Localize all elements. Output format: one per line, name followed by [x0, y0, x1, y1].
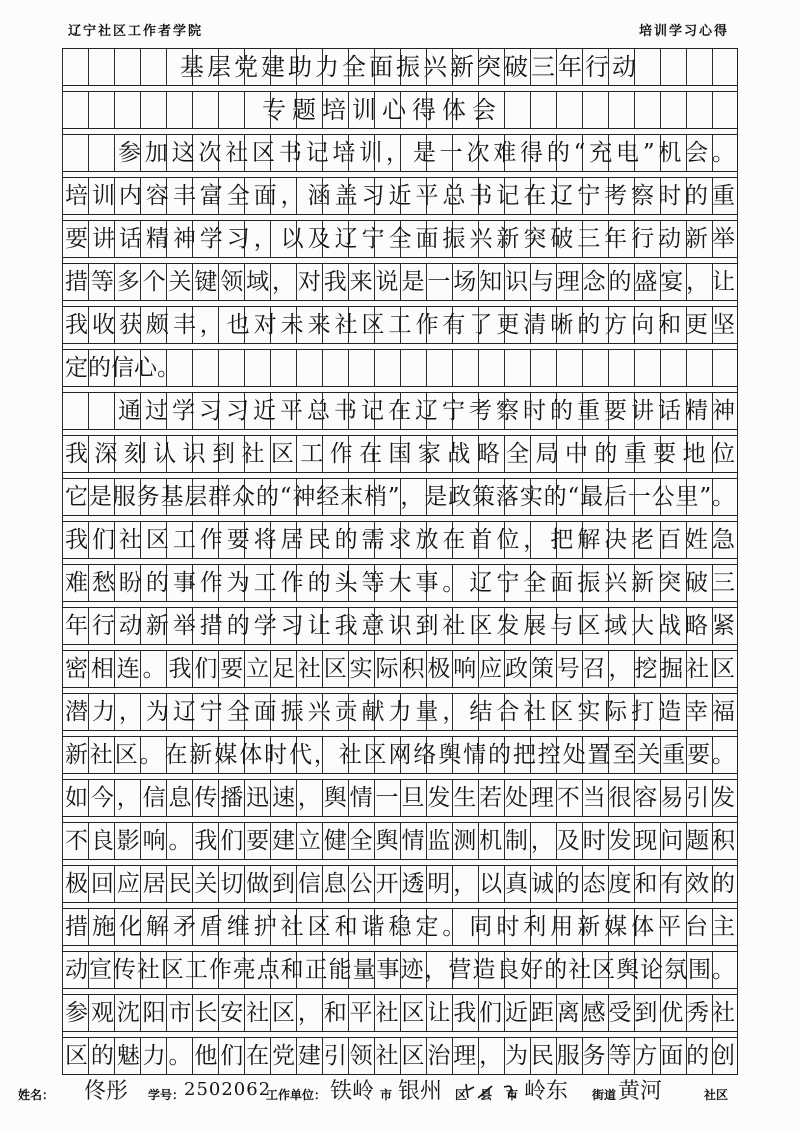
name-value: 佟彤 [84, 1079, 129, 1104]
grid-row [62, 736, 738, 774]
essay-title-line: 基层党建助力全面振兴新突破三年行动 [180, 53, 639, 81]
grid-row [62, 607, 738, 645]
body-line: 极回应居民关切做到信息公开透明，以真诚的态度和有效的 [65, 871, 735, 897]
community-label: 社区 [704, 1088, 729, 1102]
grid-row [62, 865, 738, 903]
grid-row [62, 994, 738, 1032]
grid-row [62, 478, 738, 516]
essay-grid [62, 48, 738, 1075]
body-line: 它是服务基层群众的“神经末梢”，是政策落实的“最后一公里”。 [65, 484, 735, 510]
grid-row [62, 908, 738, 946]
student-id-value: 2502062 [184, 1079, 272, 1100]
body-line: 年行动新举措的学习让我意识到社区发展与区域大战略紧 [65, 613, 735, 639]
county-city-label: 市 [506, 1088, 519, 1102]
grid-row [62, 1037, 738, 1075]
city-label: 市 [380, 1088, 393, 1102]
student-id-label: 学号： [148, 1088, 185, 1102]
strike-mark [462, 1078, 522, 1104]
name-label: 姓名： [18, 1088, 55, 1102]
body-line: 参加这次社区书记培训，是一次难得的“充电”机会。 [118, 140, 735, 166]
grid-row [62, 435, 738, 473]
body-line: 难愁盼的事作为工作的头等大事。辽宁全面振兴新突破三 [65, 570, 735, 596]
grid-row [62, 220, 738, 258]
body-line: 密相连。我们要立足社区实际积极响应政策号召，挖掘社区 [65, 656, 735, 682]
street-value: 岭东 [524, 1079, 569, 1104]
work-unit-label: 工作单位： [266, 1088, 327, 1102]
body-line: 我收获颇丰，也对未来社区工作有了更清晰的方向和更坚 [65, 312, 735, 338]
body-line: 措施化解矛盾维护社区和谐稳定。同时利用新媒体平台主 [65, 914, 735, 940]
body-line: 培训内容丰富全面，涵盖习近平总书记在辽宁考察时的重 [65, 183, 735, 209]
document-type-label: 培训学习心得 [638, 24, 729, 39]
body-line: 不良影响。我们要建立健全舆情监测机制，及时发现问题积 [65, 828, 735, 854]
institution-name: 辽宁社区工作者学院 [68, 24, 204, 39]
body-line: 参观沈阳市长安社区，和平社区让我们近距离感受到优秀社 [65, 1000, 735, 1026]
grid-row [62, 650, 738, 688]
body-line: 通过学习习近平总书记在辽宁考察时的重要讲话精神 [118, 398, 735, 424]
grid-row [62, 48, 738, 86]
district-value: 银州 [398, 1079, 443, 1104]
body-line: 潜力，为辽宁全面振兴贡献力量，结合社区实际打造幸福 [65, 699, 735, 725]
city-value: 铁岭 [330, 1079, 375, 1104]
grid-row [62, 177, 738, 215]
district-label: 区 [455, 1088, 468, 1102]
grid-row [62, 134, 738, 172]
body-line: 动宣传社区工作亮点和正能量事迹，营造良好的社区舆论氛围。 [65, 957, 735, 983]
body-line: 我们社区工作要将居民的需求放在首位，把解决老百姓急 [65, 527, 735, 553]
grid-row [62, 263, 738, 301]
grid-row [62, 91, 738, 129]
grid-row [62, 822, 738, 860]
grid-row [62, 951, 738, 989]
body-line: 如今，信息传播迅速，舆情一旦发生若处理不当很容易引发 [65, 785, 735, 811]
body-line: 要讲话精神学习，以及辽宁全面振兴新突破三年行动新举 [65, 226, 735, 252]
grid-row [62, 779, 738, 817]
body-line: 定的信心。 [65, 355, 180, 381]
grid-row [62, 349, 738, 387]
street-label: 街道 [592, 1088, 617, 1102]
grid-row [62, 521, 738, 559]
community-value: 黄河 [618, 1079, 663, 1104]
grid-row [62, 392, 738, 430]
grid-row [62, 693, 738, 731]
essay-subtitle-line: 专题培训心得体会 [262, 96, 502, 124]
grid-row [62, 564, 738, 602]
body-line: 我深刻认识到社区工作在国家战略全局中的重要地位 [65, 441, 735, 467]
county-label: 县 [480, 1088, 493, 1102]
body-line: 新社区。在新媒体时代，社区网络舆情的把控处置至关重要。 [65, 742, 735, 768]
grid-row [62, 306, 738, 344]
body-line: 区的魅力。他们在党建引领社区治理，为民服务等方面的创 [65, 1043, 735, 1069]
body-line: 措等多个关键领域，对我来说是一场知识与理念的盛宴，让 [65, 269, 735, 295]
